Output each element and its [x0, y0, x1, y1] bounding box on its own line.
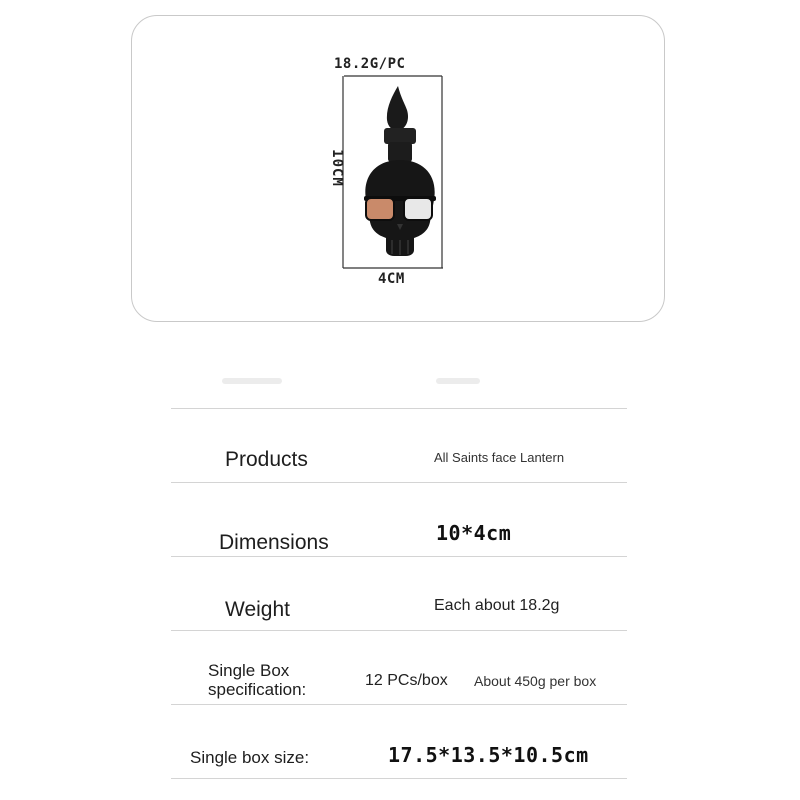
single-box-weight-value: About 450g per box — [474, 673, 597, 689]
single-box-pcs-value: 12 PCs/box — [365, 672, 448, 689]
single-box-label-line1: Single Box — [208, 661, 290, 680]
table-divider — [171, 778, 627, 779]
table-divider — [171, 408, 627, 409]
table-divider — [171, 556, 627, 557]
products-label: Products — [225, 448, 308, 471]
width-dimension-label: 4CM — [378, 271, 405, 287]
weight-value: Each about 18.2g — [434, 597, 560, 614]
table-divider — [171, 482, 627, 483]
box-size-label: Single box size: — [190, 748, 310, 767]
faint-mark — [222, 378, 282, 384]
single-box-label-line2: specification: — [208, 680, 307, 699]
table-divider — [171, 630, 627, 631]
dimensions-label: Dimensions — [219, 531, 329, 554]
box-size-value: 17.5*13.5*10.5cm — [388, 743, 589, 767]
faint-mark — [436, 378, 480, 384]
table-divider — [171, 704, 627, 705]
products-value: All Saints face Lantern — [434, 450, 565, 465]
dimensions-value: 10*4cm — [436, 521, 512, 545]
weight-per-piece-label: 18.2G/PC — [334, 56, 406, 72]
weight-label: Weight — [225, 598, 290, 621]
height-dimension-label: 10CM — [328, 149, 345, 187]
